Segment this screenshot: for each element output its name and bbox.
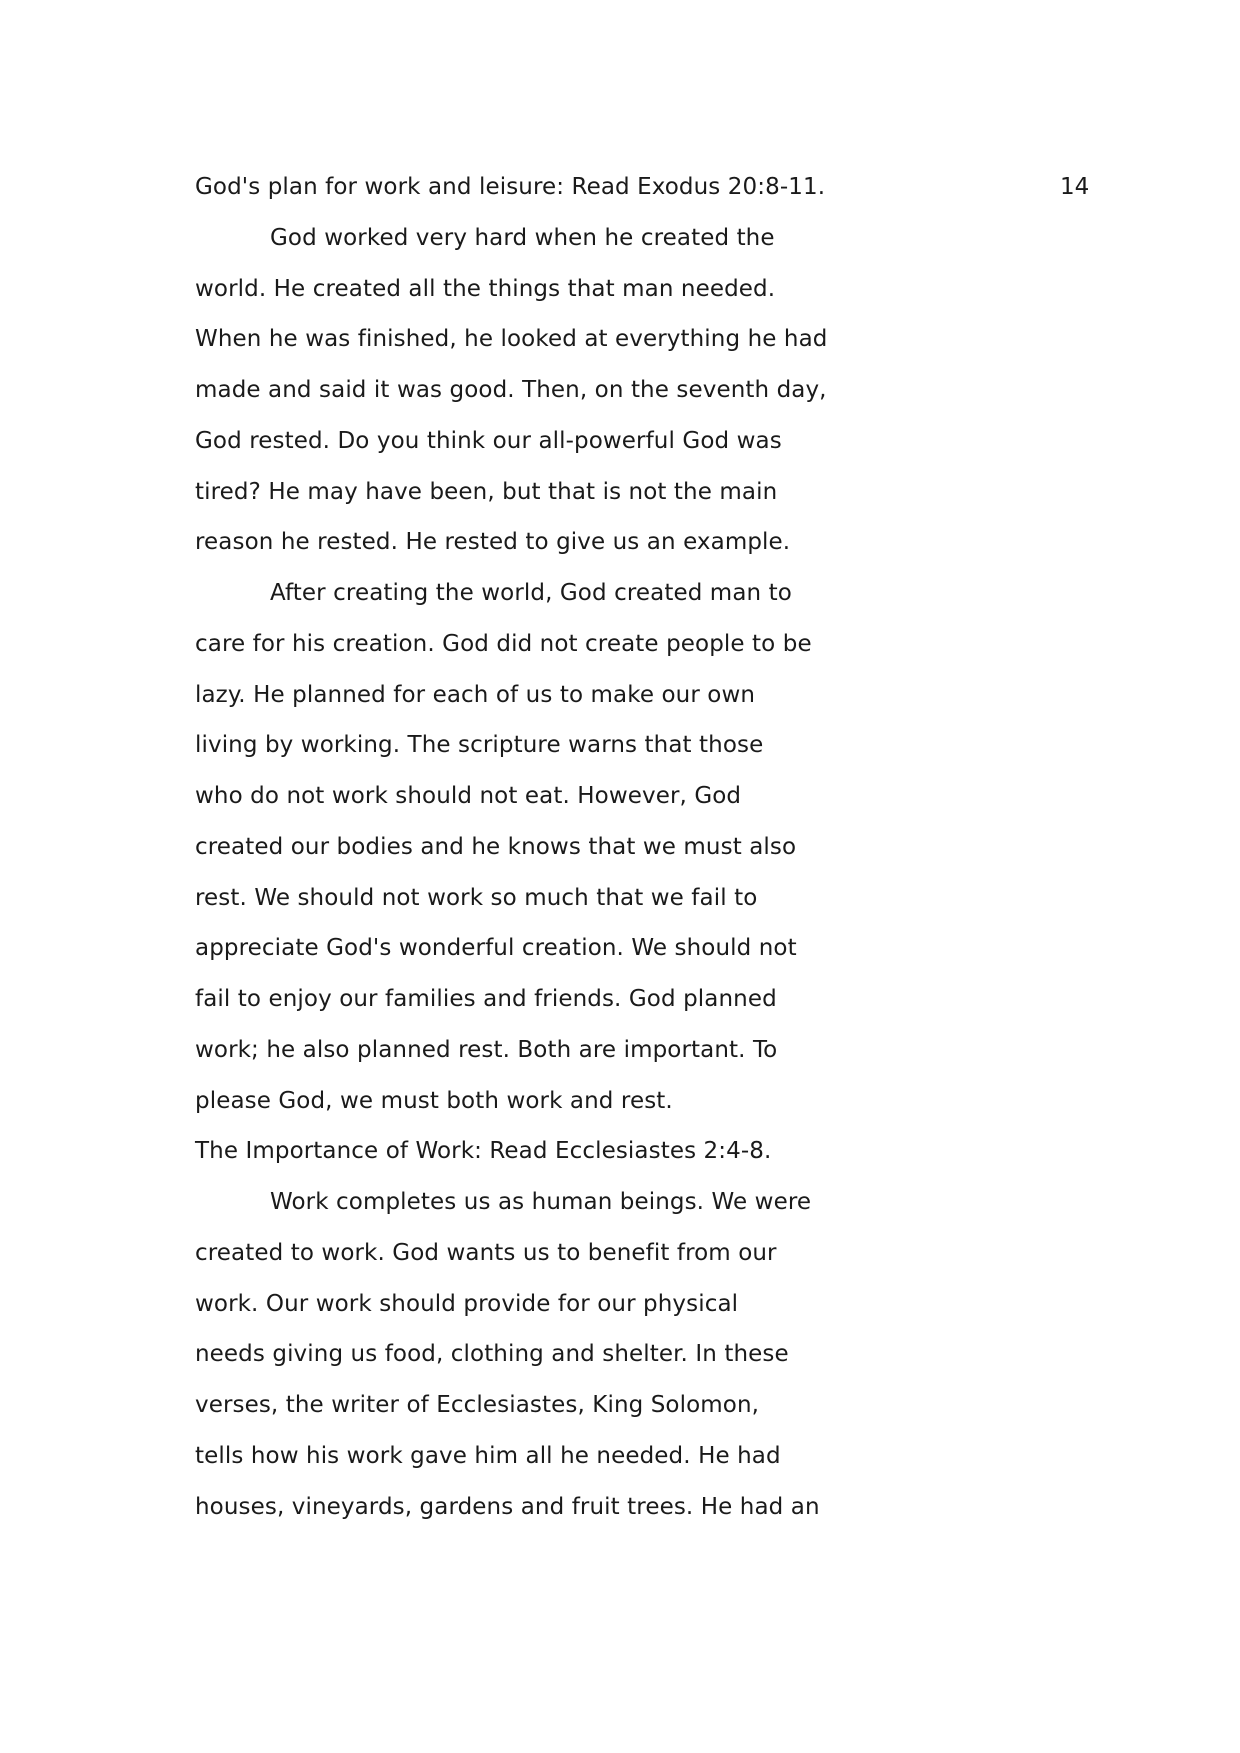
text-line: world. He created all the things that man needed. — [195, 275, 776, 302]
text-line: living by working. The scripture warns that those — [195, 732, 764, 759]
text-line: work. Our work should provide for our physical — [195, 1290, 739, 1317]
text-line: Work completes us as human beings. We were — [270, 1189, 812, 1215]
text-line: needs giving us food, clothing and shelter. In these — [195, 1341, 789, 1368]
text-line: fail to enjoy our families and friends. God planned — [195, 986, 777, 1012]
section-heading-importance-of-work: The Importance of Work: Read Ecclesiastes 2:4-8. — [195, 1138, 772, 1165]
text-line: who do not work should not eat. However, God — [195, 783, 742, 809]
text-line: created to work. God wants us to benefit from our — [195, 1239, 777, 1266]
text-line: God worked very hard when he created the — [270, 224, 775, 251]
section-heading-work-and-leisure: God's plan for work and leisure: Read Exodus 20:8-11. — [195, 174, 826, 200]
text-line: please God, we must both work and rest. — [195, 1087, 673, 1114]
text-line: created our bodies and he knows that we must also — [195, 833, 797, 860]
text-line: care for his creation. God did not create people to be — [195, 630, 812, 657]
text-line: reason he rested. He rested to give us an example. — [195, 529, 791, 556]
page-body — [195, 172, 915, 1542]
text-line: When he was finished, he looked at everything he had — [195, 326, 828, 353]
text-line: made and said it was good. Then, on the seventh day, — [195, 377, 827, 403]
text-line: houses, vineyards, gardens and fruit trees. He had an — [195, 1493, 820, 1520]
text-line: tired? He may have been, but that is not the main — [195, 478, 778, 505]
text-line: work; he also planned rest. Both are important. To — [195, 1036, 778, 1063]
text-line: After creating the world, God created man to — [270, 580, 792, 606]
text-line: tells how his work gave him all he needed. He had — [195, 1442, 781, 1469]
text-line: rest. We should not work so much that we fail to — [195, 884, 758, 911]
page-number: 14 — [1060, 174, 1090, 200]
text-line: lazy. He planned for each of us to make our own — [195, 681, 756, 708]
text-line: appreciate God's wonderful creation. We should not — [195, 935, 797, 962]
text-line: verses, the writer of Ecclesiastes, King Solomon, — [195, 1392, 760, 1418]
text-line: God rested. Do you think our all-powerful God was — [195, 427, 782, 454]
